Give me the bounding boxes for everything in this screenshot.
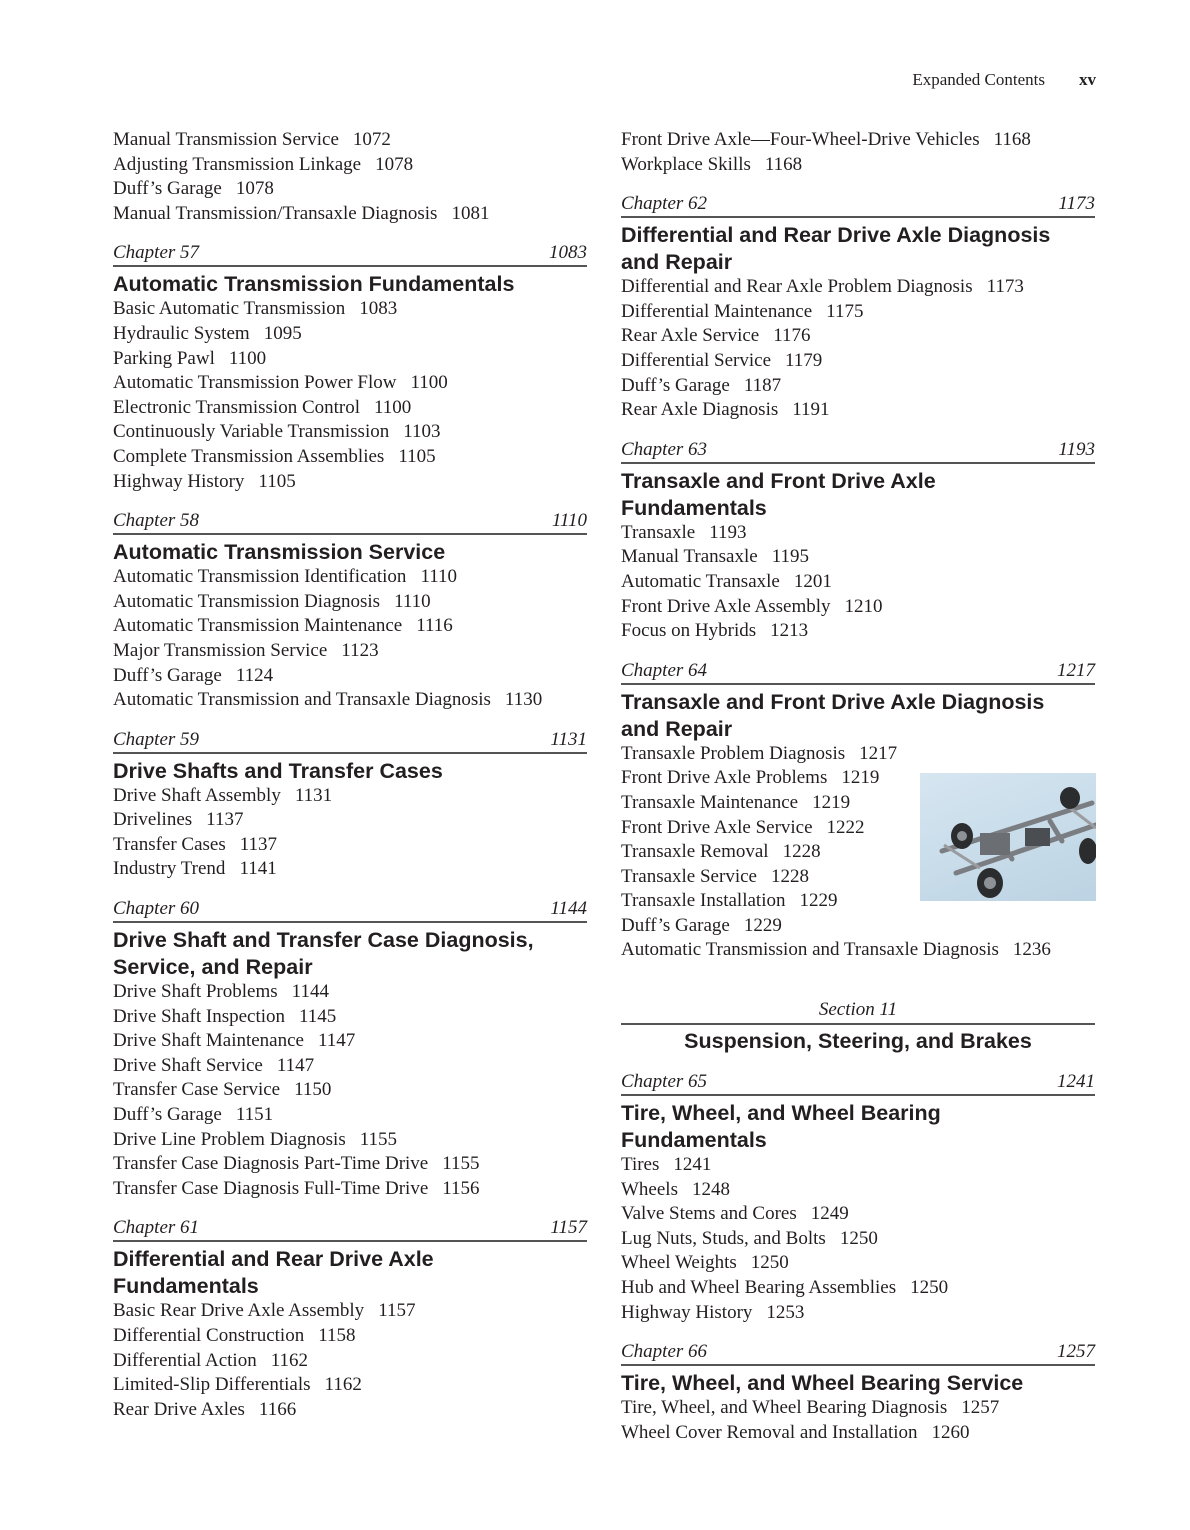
entry-page: 1173 — [986, 276, 1024, 298]
entry-page: 1151 — [235, 1104, 274, 1126]
entry-title: Automatic Transmission and Transaxle Diagnosis — [621, 939, 999, 961]
entry-title: Workplace Skills — [621, 153, 751, 175]
entry-page: 1222 — [826, 816, 865, 838]
chapter-label: Chapter 58 — [113, 510, 200, 532]
toc-entry[interactable] — [621, 1153, 1095, 1178]
entry-page: 1162 — [270, 1349, 308, 1371]
entry-title: Automatic Transmission Maintenance — [113, 615, 403, 637]
chapter-block — [113, 242, 587, 494]
chapter-header — [621, 660, 1095, 685]
entry-page: 1105 — [398, 445, 436, 467]
entry-title: Differential Action — [113, 1349, 257, 1371]
toc-entry[interactable] — [113, 202, 587, 227]
toc-entry[interactable] — [113, 614, 587, 639]
entry-title: Transaxle Installation — [621, 890, 786, 912]
entry-title: Drivelines — [113, 809, 193, 831]
toc-entry[interactable] — [621, 1227, 1095, 1252]
entry-title: Basic Rear Drive Axle Assembly — [113, 1300, 365, 1322]
toc-entry[interactable] — [113, 177, 587, 202]
chapter-page: 1241 — [1057, 1071, 1095, 1093]
chapter-title[interactable]: Differential and Rear Drive Axle Fundamentals — [113, 1247, 434, 1299]
page-number: xv — [1079, 70, 1096, 89]
toc-entry[interactable] — [621, 153, 1095, 178]
entry-title: Automatic Transaxle — [621, 570, 780, 592]
chapter-label: Chapter 57 — [113, 242, 200, 264]
toc-entry[interactable] — [621, 545, 1095, 570]
entry-title: Hydraulic System — [113, 322, 250, 344]
entry-page: 1175 — [826, 300, 864, 322]
chapter-header — [621, 1071, 1095, 1096]
chapter-label: Chapter 61 — [113, 1217, 200, 1239]
entry-title: Wheel Cover Removal and Installation — [621, 1421, 918, 1443]
entry-page: 1145 — [299, 1005, 337, 1027]
chapter-label: Chapter 62 — [621, 193, 708, 215]
toc-entry[interactable] — [621, 1251, 1095, 1276]
entry-page: 1217 — [859, 742, 898, 764]
toc-entry[interactable] — [113, 1324, 587, 1349]
entry-title: Major Transmission Service — [113, 639, 328, 661]
chapter-title[interactable]: Automatic Transmission Fundamentals — [113, 272, 515, 297]
entry-title: Drive Shaft Problems — [113, 981, 278, 1003]
toc-entry[interactable] — [113, 1299, 587, 1324]
toc-entry[interactable] — [113, 1005, 587, 1030]
toc-entry[interactable] — [621, 1202, 1095, 1227]
toc-entry[interactable] — [113, 347, 587, 372]
chapter-title[interactable]: Drive Shaft and Transfer Case Diagnosis, Service, and Repair — [113, 928, 534, 980]
entry-page: 1123 — [341, 639, 379, 661]
toc-entry[interactable] — [621, 300, 1095, 325]
entry-title: Limited-Slip Differentials — [113, 1374, 311, 1396]
entry-page: 1083 — [359, 298, 398, 320]
entry-page: 1191 — [792, 399, 830, 421]
entry-page: 1158 — [318, 1325, 356, 1346]
toc-entry[interactable] — [113, 371, 587, 396]
toc-entry[interactable] — [113, 1103, 587, 1128]
entry-title: Automatic Transmission and Transaxle Diagnosis — [113, 689, 491, 711]
chapter-page: 1173 — [1058, 193, 1095, 215]
toc-entry[interactable] — [113, 688, 587, 713]
entry-page: 1110 — [394, 590, 431, 612]
toc-entry[interactable] — [113, 590, 587, 615]
chapter-block — [113, 510, 587, 713]
entry-page: 1168 — [993, 129, 1031, 150]
entry-title: Manual Transaxle — [621, 546, 758, 568]
toc-entry[interactable] — [113, 784, 587, 809]
entry-title: Focus on Hybrids — [621, 620, 757, 642]
toc-entry[interactable] — [621, 128, 1095, 153]
chapter-block — [621, 1071, 1095, 1325]
toc-entry[interactable] — [621, 619, 1095, 644]
entry-page: 1201 — [793, 570, 832, 592]
entry-title: Transaxle Problem Diagnosis — [621, 742, 846, 764]
entry-title: Transfer Cases — [113, 833, 226, 855]
entry-title: Automatic Transmission Diagnosis — [113, 590, 381, 612]
entry-page: 1130 — [504, 689, 543, 711]
chapter-label: Chapter 64 — [621, 659, 708, 681]
entry-page: 1116 — [416, 615, 453, 637]
entry-title: Parking Pawl — [113, 347, 215, 369]
toc-entry[interactable] — [621, 324, 1095, 349]
entry-page: 1193 — [709, 521, 747, 543]
toc-entry[interactable] — [113, 1054, 587, 1079]
entry-page: 1124 — [235, 664, 274, 686]
entry-title: Continuously Variable Transmission — [113, 421, 390, 443]
toc-entry[interactable] — [113, 1152, 587, 1177]
entry-title: Rear Axle Diagnosis — [621, 399, 779, 421]
toc-entry[interactable] — [113, 1398, 587, 1423]
entry-title: Duff’s Garage — [113, 178, 222, 200]
toc-entry[interactable] — [113, 1177, 587, 1202]
toc-entry[interactable] — [621, 595, 1095, 620]
chapter-block — [621, 439, 1095, 644]
entry-title: Front Drive Axle Problems — [621, 767, 828, 789]
entry-page: 1103 — [403, 421, 441, 443]
entry-page: 1147 — [317, 1030, 356, 1052]
entry-page: 1131 — [294, 784, 333, 806]
entry-page: 1105 — [258, 470, 296, 492]
entry-page: 1137 — [206, 809, 244, 831]
chapter-page: 1257 — [1057, 1341, 1095, 1363]
entry-page: 1141 — [239, 858, 277, 880]
running-head — [912, 70, 1096, 90]
left-column — [113, 128, 587, 1422]
entry-title: Rear Axle Service — [621, 325, 760, 347]
entry-page: 1179 — [785, 349, 823, 371]
chapter-header — [113, 510, 587, 535]
entry-title: Transaxle Service — [621, 865, 757, 887]
toc-entry[interactable] — [621, 398, 1095, 423]
entry-page: 1250 — [750, 1252, 789, 1274]
entry-page: 1166 — [258, 1398, 297, 1420]
entry-page: 1249 — [810, 1203, 849, 1225]
entry-page: 1250 — [910, 1277, 949, 1299]
toc-entry[interactable] — [113, 297, 587, 322]
entry-title: Adjusting Transmission Linkage — [113, 153, 362, 175]
chapter-block — [621, 193, 1095, 423]
chapter-block — [113, 729, 587, 882]
entry-page: 1100 — [410, 372, 448, 394]
entry-title: Basic Automatic Transmission — [113, 298, 346, 320]
entry-title: Rear Drive Axles — [113, 1398, 245, 1420]
chapter-block — [113, 898, 587, 1201]
chapter-label: Chapter 65 — [621, 1071, 708, 1093]
entry-title: Transfer Case Service — [113, 1079, 281, 1101]
entry-title: Wheel Weights — [621, 1252, 737, 1274]
entry-page: 1155 — [442, 1153, 480, 1175]
entry-page: 1213 — [770, 620, 809, 642]
entry-page: 1187 — [743, 374, 782, 396]
entry-title: Drive Shaft Maintenance — [113, 1030, 304, 1052]
entry-page: 1072 — [352, 129, 391, 150]
chapter-header — [113, 242, 587, 267]
entry-page: 1078 — [235, 178, 274, 200]
entry-title: Differential Construction — [113, 1325, 305, 1346]
entry-page: 1078 — [375, 153, 414, 175]
entry-title: Drive Shaft Assembly — [113, 784, 281, 806]
entry-page: 1195 — [771, 546, 809, 568]
entry-title: Differential Maintenance — [621, 300, 813, 322]
chapter-page: 1110 — [551, 510, 587, 532]
chapter-page: 1157 — [550, 1217, 587, 1239]
entry-page: 1248 — [691, 1178, 730, 1200]
entry-page: 1219 — [812, 791, 851, 813]
toc-entry[interactable] — [621, 374, 1095, 399]
entry-page: 1168 — [764, 153, 803, 175]
toc-entry[interactable] — [621, 914, 1095, 939]
chapter-title[interactable]: Drive Shafts and Transfer Cases — [113, 758, 443, 783]
entry-title: Transfer Case Diagnosis Full-Time Drive — [113, 1177, 429, 1199]
entry-page: 1100 — [374, 396, 412, 418]
chapter-label: Chapter 63 — [621, 438, 708, 460]
toc-entry[interactable] — [621, 275, 1095, 300]
entry-title: Duff’s Garage — [621, 914, 730, 936]
entry-page: 1241 — [673, 1154, 712, 1176]
entry-title: Duff’s Garage — [113, 664, 222, 686]
entry-title: Tire, Wheel, and Wheel Bearing Diagnosis — [621, 1397, 948, 1419]
chapter-page: 1217 — [1057, 659, 1095, 681]
entry-title: Manual Transmission Service — [113, 129, 339, 150]
chapter-block — [113, 1217, 587, 1422]
entry-page: 1137 — [239, 833, 278, 855]
entry-page: 1250 — [839, 1227, 878, 1249]
chassis-photo — [920, 773, 1096, 901]
toc-entry[interactable] — [113, 396, 587, 421]
entry-page: 1081 — [451, 202, 490, 224]
chapter-header — [113, 898, 587, 923]
entry-title: Differential Service — [621, 349, 771, 371]
section-block — [621, 999, 1095, 1055]
toc-entry[interactable] — [621, 1301, 1095, 1326]
entry-title: Drive Line Problem Diagnosis — [113, 1128, 346, 1150]
entry-page: 1210 — [844, 595, 883, 617]
entry-title: Automatic Transmission Identification — [113, 566, 407, 588]
entry-title: Transfer Case Diagnosis Part-Time Drive — [113, 1153, 429, 1175]
entry-title: Highway History — [113, 470, 245, 492]
running-head-title: Expanded Contents — [912, 70, 1045, 89]
toc-entry[interactable] — [113, 1349, 587, 1374]
chapter-header — [621, 1341, 1095, 1366]
toc-entry[interactable] — [113, 128, 587, 153]
entry-title: Front Drive Axle Assembly — [621, 595, 831, 617]
entry-title: Highway History — [621, 1301, 753, 1323]
chapter-page: 1193 — [1058, 438, 1095, 460]
toc-entry[interactable] — [621, 1178, 1095, 1203]
entry-page: 1257 — [961, 1397, 1000, 1419]
entry-title: Lug Nuts, Studs, and Bolts — [621, 1227, 826, 1249]
chapter-header — [113, 729, 587, 754]
toc-entry[interactable] — [621, 938, 1095, 963]
toc-entry[interactable] — [621, 570, 1095, 595]
entry-page: 1144 — [291, 981, 329, 1003]
chapter-header — [113, 1217, 587, 1242]
entry-page: 1150 — [294, 1079, 332, 1101]
chapter-title[interactable]: Transaxle and Front Drive Axle Fundamentals — [621, 468, 936, 520]
entry-page: 1147 — [276, 1054, 315, 1076]
entry-group — [621, 128, 1095, 177]
toc-entry[interactable] — [621, 349, 1095, 374]
toc-entry[interactable] — [621, 1421, 1095, 1446]
chapter-header — [621, 439, 1095, 464]
toc-entry[interactable] — [113, 153, 587, 178]
entry-title: Industry Trend — [113, 858, 226, 880]
entry-title: Drive Shaft Inspection — [113, 1005, 286, 1027]
entry-page: 1156 — [442, 1177, 480, 1199]
entry-page: 1155 — [359, 1128, 398, 1150]
chapter-label: Chapter 66 — [621, 1341, 708, 1363]
chapter-block — [621, 1341, 1095, 1445]
entry-page: 1229 — [799, 890, 838, 912]
entry-page: 1095 — [263, 322, 302, 344]
toc-entry[interactable] — [113, 565, 587, 590]
entry-title: Electronic Transmission Control — [113, 396, 360, 418]
entry-group — [113, 128, 587, 226]
chapter-page: 1144 — [550, 898, 587, 920]
toc-entry[interactable] — [113, 639, 587, 664]
toc-entry[interactable] — [113, 1128, 587, 1153]
toc-entry[interactable] — [621, 742, 1095, 767]
section-label: Section 11 — [621, 999, 1095, 1025]
entry-title: Tires — [621, 1154, 660, 1176]
entry-page: 1176 — [773, 325, 811, 347]
section-title: Suspension, Steering, and Brakes — [684, 1029, 1032, 1054]
toc-entry[interactable] — [113, 1029, 587, 1054]
entry-page: 1157 — [378, 1300, 416, 1322]
entry-page: 1260 — [931, 1421, 970, 1443]
toc-entry[interactable] — [113, 857, 587, 882]
entry-page: 1228 — [782, 841, 821, 863]
toc-entry[interactable] — [113, 1078, 587, 1103]
entry-title: Transaxle Removal — [621, 841, 769, 863]
chapter-page: 1131 — [550, 728, 587, 750]
chapter-title[interactable]: Differential and Rear Drive Axle Diagnosis and Repair — [621, 223, 1051, 275]
entry-page: 1219 — [841, 767, 880, 789]
entry-title: Hub and Wheel Bearing Assemblies — [621, 1277, 897, 1299]
entry-page: 1253 — [766, 1301, 805, 1323]
chapter-title[interactable]: Tire, Wheel, and Wheel Bearing Service — [621, 1371, 1024, 1396]
chapter-header — [621, 193, 1095, 218]
toc-entry[interactable] — [113, 420, 587, 445]
entry-title: Drive Shaft Service — [113, 1054, 263, 1076]
toc-entry[interactable] — [113, 664, 587, 689]
toc-entry[interactable] — [113, 1373, 587, 1398]
entry-page: 1162 — [324, 1374, 362, 1396]
toc-entry[interactable] — [621, 1276, 1095, 1301]
entry-title: Transaxle — [621, 521, 696, 543]
chapter-page: 1083 — [549, 242, 587, 264]
entry-title: Wheels — [621, 1178, 678, 1200]
toc-entry[interactable] — [113, 445, 587, 470]
entry-title: Manual Transmission/Transaxle Diagnosis — [113, 202, 438, 224]
entry-title: Automatic Transmission Power Flow — [113, 372, 397, 394]
entry-page: 1229 — [743, 914, 782, 936]
entry-page: 1100 — [228, 347, 267, 369]
toc-entry[interactable] — [113, 322, 587, 347]
toc-entry[interactable] — [113, 470, 587, 495]
entry-title: Transaxle Maintenance — [621, 791, 799, 813]
entry-page: 1228 — [770, 865, 809, 887]
entry-title: Complete Transmission Assemblies — [113, 445, 385, 467]
chapter-label: Chapter 59 — [113, 728, 200, 750]
toc-entry[interactable] — [621, 521, 1095, 546]
chapter-title[interactable]: Transaxle and Front Drive Axle Diagnosis and Repair — [621, 689, 1045, 741]
entry-title: Front Drive Axle—Four-Wheel-Drive Vehicles — [621, 129, 980, 150]
toc-entry[interactable] — [113, 808, 587, 833]
entry-title: Duff’s Garage — [621, 374, 730, 396]
toc-entry[interactable] — [113, 833, 587, 858]
entry-title: Valve Stems and Cores — [621, 1203, 797, 1225]
toc-entry[interactable] — [621, 1396, 1095, 1421]
chapter-title[interactable]: Tire, Wheel, and Wheel Bearing Fundamentals — [621, 1101, 941, 1153]
chapter-label: Chapter 60 — [113, 898, 200, 920]
entry-title: Front Drive Axle Service — [621, 816, 813, 838]
toc-entry[interactable] — [113, 980, 587, 1005]
entry-title: Duff’s Garage — [113, 1104, 222, 1126]
entry-page: 1236 — [1012, 939, 1051, 961]
entry-title: Differential and Rear Axle Problem Diagnosis — [621, 276, 973, 298]
chapter-title[interactable]: Automatic Transmission Service — [113, 540, 446, 565]
entry-page: 1110 — [420, 566, 458, 588]
